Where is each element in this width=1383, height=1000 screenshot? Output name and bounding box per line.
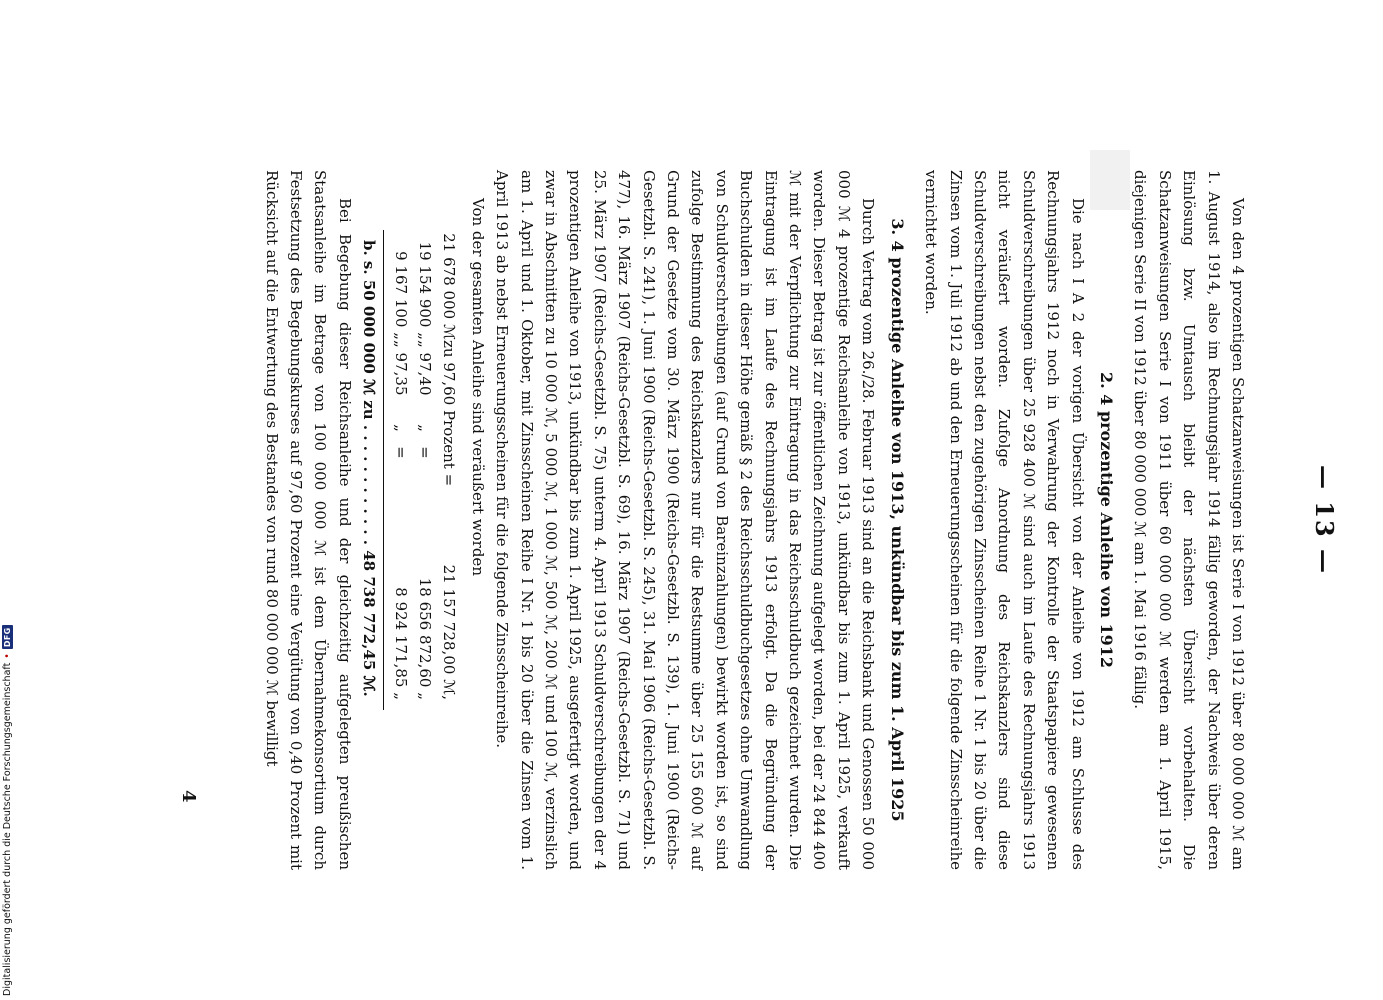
paragraph-anleihe-1912: Die nach I A 2 der vorigen Übersicht von der Anleihe von 1912 am Schlusse des Rechnungsjahrs 1912 noch in Verwahrung der Kontrolle der Staatspapiere gewesenen Schuldverschreibungen über 25 928 400 ℳ sind auch im Laufe des Rechnungsjahrs 1913 nicht veräußert worden. Zufolge Anordnung des Reichskanzlers sind diese Schuldverschreibungen nebst den zugehörigen Zinsscheinen Reihe 1 Nr. 1 bis 20 über die Zinsen vom 1. Juli 1912 ab und den Erneuerungsscheinen für die folgende Zinsscheinreihe vernichtet worden.: [922, 170, 1087, 870]
table-cell-result: 21 157 728,00 ℳ,: [440, 564, 459, 700]
paragraph-schatzanweisungen: Von den 4 prozentigen Schatzanweisungen ist Serie I von 1912 über 80 000 000 ℳ am 1. August 1914, also im Rechnungsjahr 1914 fällig geworden, der Nachweis über deren Einlösung bzw. Umtausch bleibt der nächsten Übersicht vorbehalten. Die Schatzanweisungen Serie I von 1911 über 60 000 000 ℳ werden am 1. April 1915, diejenigen Serie II von 1912 über 80 000 000 ℳ am 1. Mai 1916 fällig.: [1131, 170, 1247, 870]
table-cell-result: 8 924 171,85 „: [391, 587, 410, 700]
table-cell-rate: „ 97,40 „ =: [416, 340, 434, 459]
paragraph-veraeussert: Von der gesamten Anleihe sind veräußert worden: [468, 198, 487, 576]
table-row: [437, 210, 461, 870]
section-heading-anleihe-1913: 3. 4 prozentige Anleihe von 1913, unkündbar bis zum 1. April 1925: [887, 218, 907, 822]
table-total: b. s. 50 000 000 ℳ zu . . . . . . . . . . . . 48 738 772,45 ℳ.: [360, 240, 379, 697]
rotated-text-block: [150, 170, 1339, 870]
table-row: [413, 210, 437, 870]
dfg-logo-icon: DFG: [3, 627, 12, 648]
footer-separator-dot: •: [2, 653, 13, 659]
signature-mark: 4: [178, 790, 199, 803]
digitization-footer: [2, 626, 13, 997]
table-cell-amount: 9 167 100 „: [391, 251, 410, 340]
sales-table: [388, 210, 461, 870]
table-cell-amount: 21 678 000 ℳ: [440, 233, 459, 340]
paragraph-anleihe-1913: Durch Vertrag vom 26./28. Februar 1913 sind an die Reichsbank und Genossen 50 000 000 ℳ 4 prozentige Reichsanleihe von 1913, unkündbar bis zum 1. April 1925, verkauft worden. Dieser Betrag ist zur öffentlichen Zeichnung aufgelegt worden, bei der 24 844 400 ℳ mit der Verpflichtung zur Eintragung in das Reichsschuldbuch gezeichnet wurden. Die Eintragung ist im Laufe des Rechnungsjahrs 1913 erfolgt. Da die Begründung der Buchschulden in dieser Höhe gemäß § 2 des Reichsschuldbuchgesetzes ohne Umwandlung von Schuldverschreibungen (auf Grund von Bareinzahlungen) bewirkt worden ist, so sind zufolge Bestimmung des Reichskanzlers nur für die Restsumme über 25 155 600 ℳ auf Grund der Gesetze vom 30. März 1900 (Reichs-Gesetzbl. S. 139), 1. Juni 1900 (Reichs-Gesetzbl. S. 241), 1. Juni 1900 (Reichs-Gesetzbl. S. 245), 31. Mai 1906 (Reichs-Gesetzbl. S. 477), 16. März 1907 (Reichs-Gesetzbl. S. 69), 16. März 1907 (Reichs-Gesetzbl. S. 71) und 25. März 1907 (Reichs-Gesetzbl. S. 75) unterm 4. April 1913 Schuldverschreibungen der 4 prozentigen Anleihe von 1913, unkündbar bis zum 1. April 1925, ausgefertigt worden, und zwar in Abschnitten zu 10 000 ℳ, 5 000 ℳ, 1 000 ℳ, 500 ℳ, 200 ℳ und 100 ℳ, verzinslich am 1. April und 1. Oktober, mit Zinsscheinen Reihe I Nr. 1 bis 20 über die Zinsen vom 1. April 1913 ab nebst Erneuerungsscheinen für die folgende Zinsscheinreihe.: [493, 170, 878, 870]
paragraph-begebung: Bei Begebung dieser Reichsanleihe und der gleichzeitig aufgelegten preußischen Staatsanleihe im Betrage von 100 000 000 ℳ ist dem Übernahmekonsortium durch Festsetzung des Begebungskurses auf 97,60 Prozent eine Vergütung von 0,40 Prozent mit Rücksicht auf die Entwertung des Bestandes von rund 80 000 000 ℳ bewilligt: [262, 170, 354, 870]
table-cell-amount: 19 154 900 „: [416, 241, 434, 340]
table-cell-rate: zu 97,60 Prozent =: [440, 340, 459, 487]
table-sum-rule: [383, 230, 384, 710]
section-heading-anleihe-1912: 2. 4 prozentige Anleihe von 1912: [1096, 371, 1116, 669]
footer-text: Digitalisierung gefördert durch die Deutsche Forschungsgemeinschaft: [2, 662, 13, 996]
table-cell-result: 18 656 872,60 „: [416, 577, 434, 700]
page-number: — 13 —: [1310, 464, 1339, 576]
table-row: [388, 210, 412, 870]
table-cell-rate: „ 97,35 „ =: [391, 340, 410, 459]
